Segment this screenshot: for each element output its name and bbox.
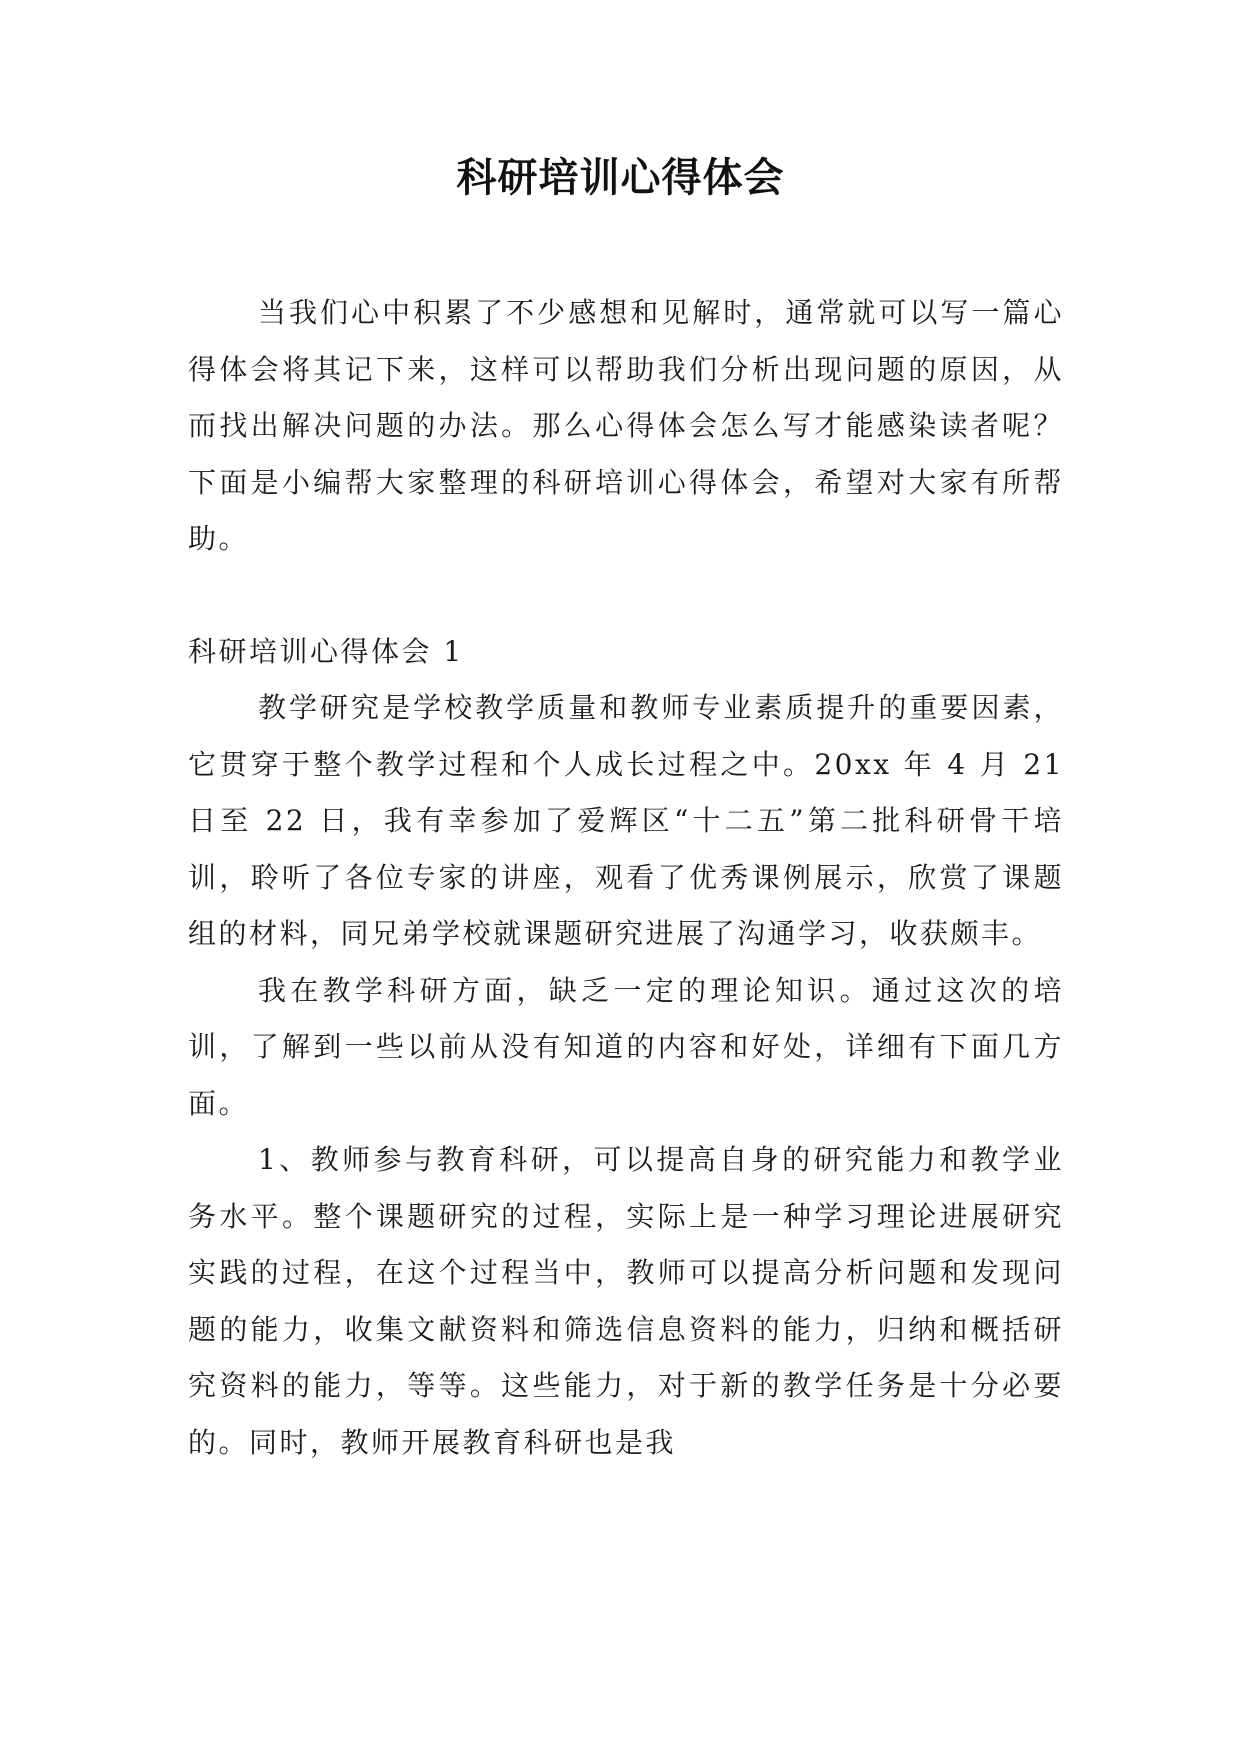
section-heading: 科研培训心得体会 1: [188, 634, 464, 668]
intro-paragraph: 当我们心中积累了不少感想和见解时，通常就可以写一篇心得体会将其记下来，这样可以帮助我们分析出现问题的原因，从而找出解决问题的办法。那么心得体会怎么写才能感染读者呢？下面是小编帮大家整理的科研培训心得体会，希望对大家有所帮助。: [188, 296, 1064, 555]
body-paragraph: 我在教学科研方面，缺乏一定的理论知识。通过这次的培训，了解到一些以前从没有知道的内容和好处，详细有下面几方面。: [188, 973, 1064, 1120]
document-title: 科研培训心得体会: [456, 154, 785, 201]
body-paragraph: 教学研究是学校教学质量和教师专业素质提升的重要因素，它贯穿于整个教学过程和个人成长过程之中。20xx 年 4 月 21 日至 22 日，我有幸参加了爱辉区“十二五”第二批科研骨干培训，聆听了各位专家的讲座，观看了优秀课例展示，欣赏了课题组的材料，同兄弟学校就课题研究进展了沟通学习，收获颇丰。: [188, 691, 1064, 950]
body-paragraph: 1、教师参与教育科研，可以提高自身的研究能力和教学业务水平。整个课题研究的过程，实际上是一种学习理论进展研究实践的过程，在这个过程当中，教师可以提高分析问题和发现问题的能力，收集文献资料和筛选信息资料的能力，归纳和概括研究资料的能力，等等。这些能力，对于新的教学任务是十分必要的。同时，教师开展教育科研也是我: [188, 1143, 1064, 1459]
document-body: [188, 285, 1064, 1471]
